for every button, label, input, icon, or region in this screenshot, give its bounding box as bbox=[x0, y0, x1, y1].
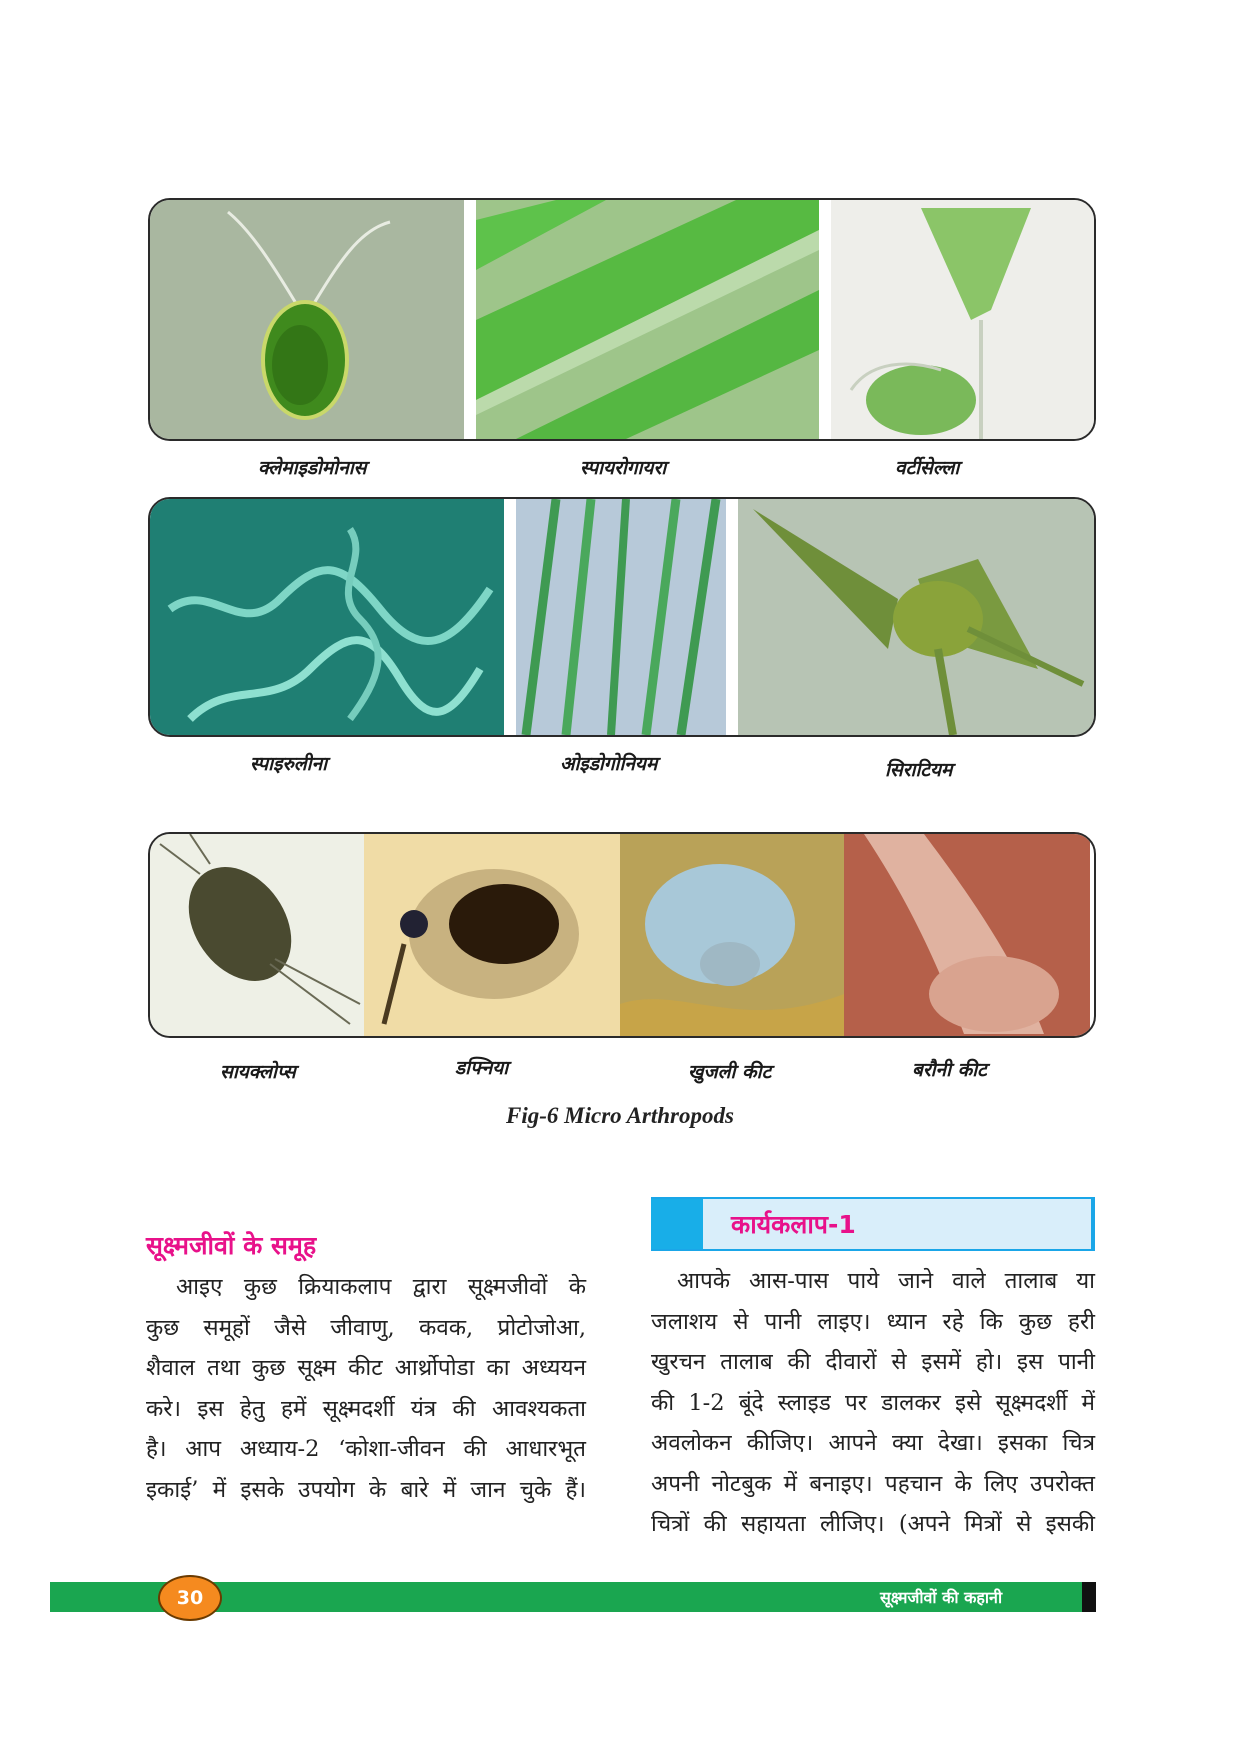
caption-ceratium: सिराटियम bbox=[885, 759, 953, 781]
paragraph-line: कुछ समूहों जैसे जीवाणु, कवक, प्रोटोजोआ, bbox=[146, 1314, 586, 1341]
paragraph-line: आपके आस-पास पाये जाने वाले तालाब या bbox=[677, 1268, 1095, 1294]
caption-spirulina: स्पाइरुलीना bbox=[250, 753, 328, 775]
caption-vorticella: वर्टीसेल्ला bbox=[895, 457, 960, 479]
photo-vorticella bbox=[831, 200, 1094, 439]
paragraph-line: करे। इस हेतु हमें सूक्ष्मदर्शी यंत्र की आवश्यकता bbox=[146, 1395, 586, 1422]
footer-end-block bbox=[1082, 1582, 1096, 1612]
photo-spirogyra bbox=[476, 200, 819, 439]
caption-chlamydomonas: क्लेमाइडोमोनास bbox=[258, 457, 367, 479]
caption-spirogyra: स्पायरोगायरा bbox=[580, 457, 667, 479]
activity-title: कार्यकलाप-1 bbox=[703, 1199, 1095, 1249]
running-title: सूक्ष्मजीवों की कहानी bbox=[880, 1588, 1003, 1607]
photo-chlamydomonas bbox=[150, 200, 464, 439]
photo-panel-row1 bbox=[148, 198, 1096, 441]
caption-itch-mite: खुजली कीट bbox=[688, 1061, 772, 1083]
photo-panel-row3 bbox=[148, 832, 1096, 1038]
caption-oedogonium: ओइडोगोनियम bbox=[560, 753, 658, 775]
photo-cyclops bbox=[150, 834, 364, 1036]
paragraph-line: आइए कुछ क्रियाकलाप द्वारा सूक्ष्मजीवों के bbox=[176, 1274, 586, 1300]
paragraph-line: इकाई’ में इसके उपयोग के बारे में जान चुके हैं। bbox=[146, 1476, 586, 1503]
paragraph-line: अपनी नोटबुक में बनाइए। पहचान के लिए उपरोक्त bbox=[651, 1470, 1095, 1497]
photo-ceratium bbox=[738, 499, 1094, 735]
activity-paragraph bbox=[651, 1261, 1095, 1545]
photo-spirulina bbox=[150, 499, 504, 735]
caption-follicle-mite: बरौनी कीट bbox=[912, 1059, 987, 1081]
photo-itch-mite bbox=[620, 834, 844, 1036]
paragraph-line: जलाशय से पानी लाइए। ध्यान रहे कि कुछ हरी bbox=[651, 1308, 1095, 1335]
figure-caption: Fig-6 Micro Arthropods bbox=[506, 1103, 734, 1128]
page-number: 30 bbox=[158, 1575, 222, 1621]
left-paragraph bbox=[146, 1267, 586, 1510]
photo-follicle-mite bbox=[844, 834, 1090, 1036]
photo-panel-row2 bbox=[148, 497, 1096, 737]
caption-daphnia: डफ्निया bbox=[455, 1057, 509, 1079]
caption-cyclops: सायक्लोप्स bbox=[220, 1061, 296, 1083]
paragraph-line: शैवाल तथा कुछ सूक्ष्म कीट आर्थ्रोपोडा का अध्ययन bbox=[146, 1355, 586, 1381]
section-heading: सूक्ष्मजीवों के समूह bbox=[146, 1231, 317, 1260]
activity-marker bbox=[651, 1199, 703, 1249]
activity-header bbox=[651, 1197, 1095, 1251]
photo-oedogonium bbox=[516, 499, 726, 735]
paragraph-line: खुरचन तालाब की दीवारों से इसमें हो। इस पानी bbox=[651, 1349, 1095, 1375]
paragraph-line: की 1-2 बूंदे स्लाइड पर डालकर इसे सूक्ष्मदर्शी में bbox=[651, 1389, 1095, 1416]
photo-daphnia bbox=[364, 834, 620, 1036]
paragraph-line: चित्रों की सहायता लीजिए। (अपने मित्रों से इसकी bbox=[651, 1511, 1095, 1537]
paragraph-line: अवलोकन कीजिए। आपने क्या देखा। इसका चित्र bbox=[651, 1430, 1095, 1456]
paragraph-line: है। आप अध्याय-2 ‘कोशा-जीवन की आधारभूत bbox=[146, 1436, 586, 1462]
